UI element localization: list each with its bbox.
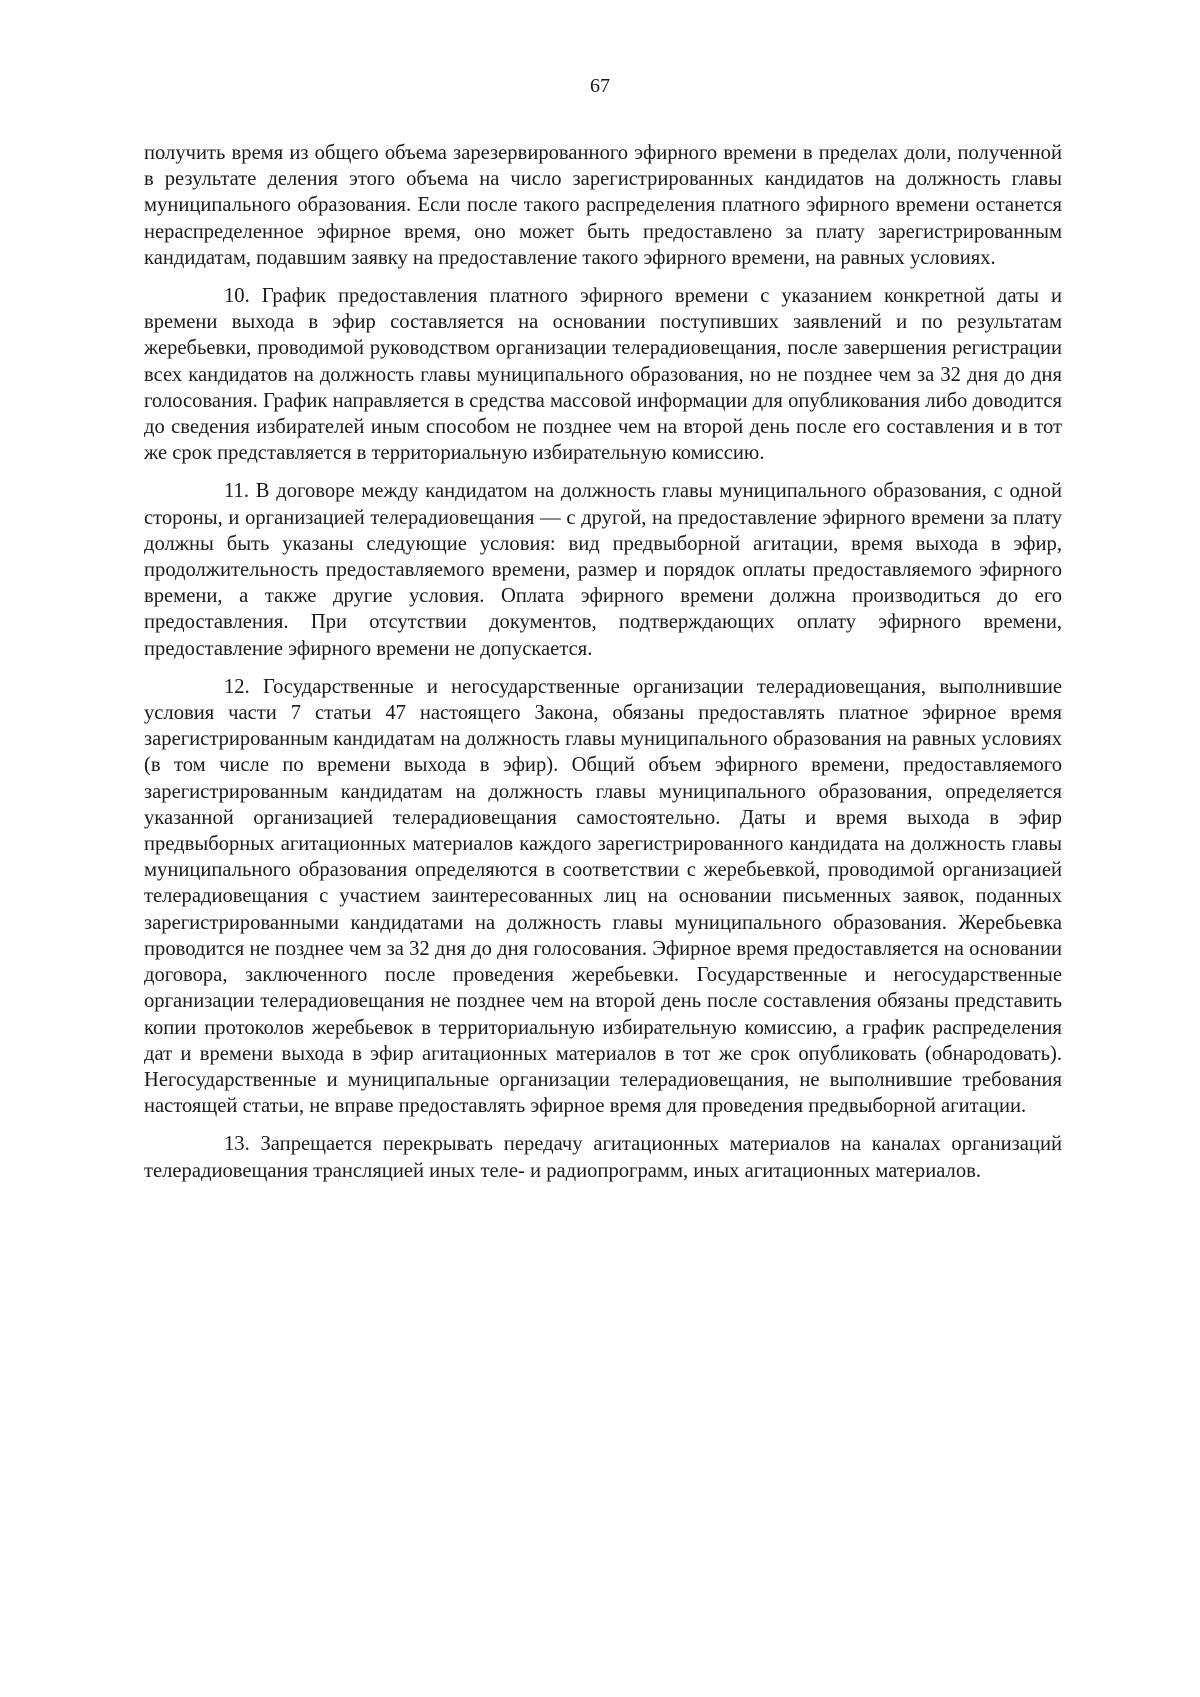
document-body [144,140,1062,1196]
paragraph-continuation: получить время из общего объема зарезервированного эфирного времени в пределах доли, полученной в результате деления этого объема на число зарегистрированных кандидатов на должность главы муниципального образования. Если после такого распределения платного эфирного времени останется нераспределенное эфирное время, оно может быть предоставлено за плату зарегистрированным кандидатам, подавшим заявку на предоставление такого эфирного времени, на равных условиях. [144,142,1062,269]
page-number: 67 [590,75,610,97]
paragraph-item-10: 10. График предоставления платного эфирного времени с указанием конкретной даты и времени выхода в эфир составляется на основании поступивших заявлений и по результатам жеребьевки, проводимой руководством организации телерадиовещания, после завершения регистрации всех кандидатов на должность главы муниципального образования, но не позднее чем за 32 дня до дня голосования. График направляется в средства массовой информации для опубликования либо доводится до сведения избирателей иным способом не позднее чем на второй день после его составления и в тот же срок представляется в территориальную избирательную комиссию. [144,285,1062,465]
paragraph-item-13: 13. Запрещается перекрывать передачу агитационных материалов на каналах организаций телерадиовещания трансляцией иных теле- и радиопрограмм, иных агитационных материалов. [144,1133,1062,1182]
paragraph-item-11: 11. В договоре между кандидатом на должность главы муниципального образования, с одной стороны, и организацией телерадиовещания — с другой, на предоставление эфирного времени за плату должны быть указаны следующие условия: вид предвыборной агитации, время выхода в эфир, продолжительность предоставляемого времени, размер и порядок оплаты предоставляемого эфирного времени, а также другие условия. Оплата эфирного времени должна производиться до его предоставления. При отсутствии документов, подтверждающих оплату эфирного времени, предоставление эфирного времени не допускается. [144,480,1062,660]
paragraph-item-12: 12. Государственные и негосударственные организации телерадиовещания, выполнившие условия части 7 статьи 47 настоящего Закона, обязаны предоставлять платное эфирное время зарегистрированным кандидатам на должность главы муниципального образования на равных условиях (в том числе по времени выхода в эфир). Общий объем эфирного времени, предоставляемого зарегистрированным кандидатам на должность главы муниципального образования, определяется указанной организацией телерадиовещания самостоятельно. Даты и время выхода в эфир предвыборных агитационных материалов каждого зарегистрированного кандидата на должность главы муниципального образования определяются в соответствии с жеребьевкой, проводимой организацией телерадиовещания с участием заинтересованных лиц на основании письменных заявок, поданных зарегистрированными кандидатами на должность главы муниципального образования. Жеребьевка проводится не позднее чем за 32 дня до дня голосования. Эфирное время предоставляется на основании договора, заключенного после проведения жеребьевки. Государственные и негосударственные организации телерадиовещания не позднее чем на второй день после составления обязаны представить копии протоколов жеребьевок в территориальную избирательную комиссию, а график распределения дат и времени выхода в эфир агитационных материалов в тот же срок опубликовать (обнародовать). Негосударственные и муниципальные организации телерадиовещания, не выполнившие требования настоящей статьи, не вправе предоставлять эфирное время для проведения предвыборной агитации. [144,675,1062,1118]
